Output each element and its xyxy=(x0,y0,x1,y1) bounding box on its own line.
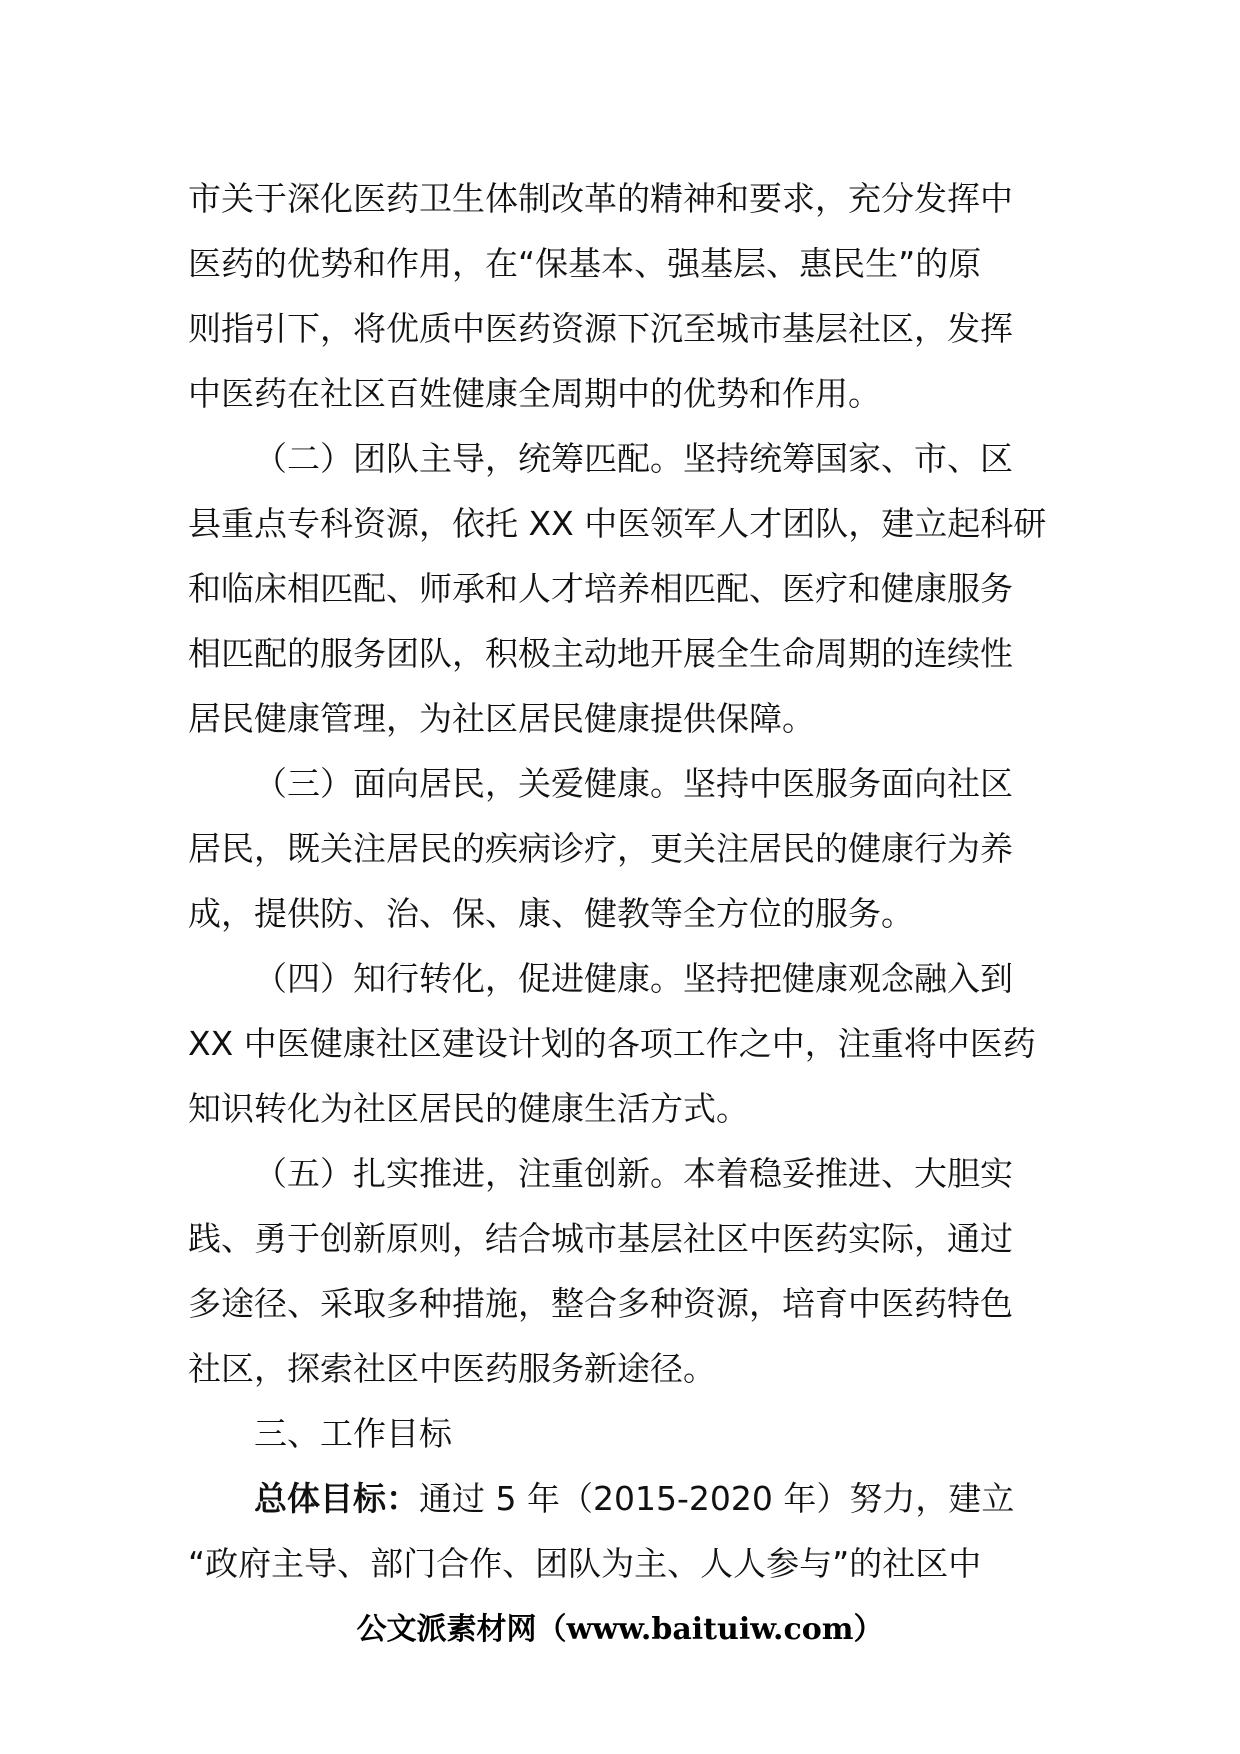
document-body xyxy=(188,166,1056,1596)
text-line: 中医药在社区百姓健康全周期中的优势和作用。 xyxy=(188,374,881,413)
text-line: 医药的优势和作用，在“保基本、强基层、惠民生”的原 xyxy=(188,244,982,283)
section-heading: 三、工作目标 xyxy=(254,1414,452,1453)
text-line: 居民健康管理，为社区居民健康提供保障。 xyxy=(188,699,815,738)
paragraph-heading-five: （五）扎实推进，注重创新。本着稳妥推进、大胆实 xyxy=(254,1154,1013,1193)
paragraph-heading-four: （四）知行转化，促进健康。坚持把健康观念融入到 xyxy=(254,959,1013,998)
text-line: 县重点专科资源，依托 XX 中医领军人才团队，建立起科研 xyxy=(188,504,1047,543)
goal-line xyxy=(188,1466,1056,1531)
text-line: 则指引下，将优质中医药资源下沉至城市基层社区，发挥 xyxy=(188,309,1013,348)
text-line: “政府主导、部门合作、团队为主、人人参与”的社区中 xyxy=(188,1544,982,1583)
paragraph-heading-three: （三）面向居民，关爱健康。坚持中医服务面向社区 xyxy=(254,764,1013,803)
text-line: 居民，既关注居民的疾病诊疗，更关注居民的健康行为养 xyxy=(188,829,1013,868)
text-line: 社区，探索社区中医药服务新途径。 xyxy=(188,1349,716,1388)
text-line: 市关于深化医药卫生体制改革的精神和要求，充分发挥中 xyxy=(188,179,1013,218)
goal-label: 总体目标： xyxy=(254,1479,419,1518)
text-line: 相匹配的服务团队，积极主动地开展全生命周期的连续性 xyxy=(188,634,1013,673)
text-line: XX 中医健康社区建设计划的各项工作之中，注重将中医药 xyxy=(188,1024,1036,1063)
text-line: 成，提供防、治、保、康、健教等全方位的服务。 xyxy=(188,894,914,933)
paragraph-heading-two: （二）团队主导，统筹匹配。坚持统筹国家、市、区 xyxy=(254,439,1013,478)
footer-watermark: 公文派素材网（www.baituiw.com） xyxy=(356,1612,884,1647)
text-line: 践、勇于创新原则，结合城市基层社区中医药实际，通过 xyxy=(188,1219,1013,1258)
text-line: 知识转化为社区居民的健康生活方式。 xyxy=(188,1089,749,1128)
goal-text: 通过 5 年（2015-2020 年）努力，建立 xyxy=(419,1479,1015,1518)
text-line: 和临床相匹配、师承和人才培养相匹配、医疗和健康服务 xyxy=(188,569,1013,608)
text-line: 多途径、采取多种措施，整合多种资源，培育中医药特色 xyxy=(188,1284,1013,1323)
